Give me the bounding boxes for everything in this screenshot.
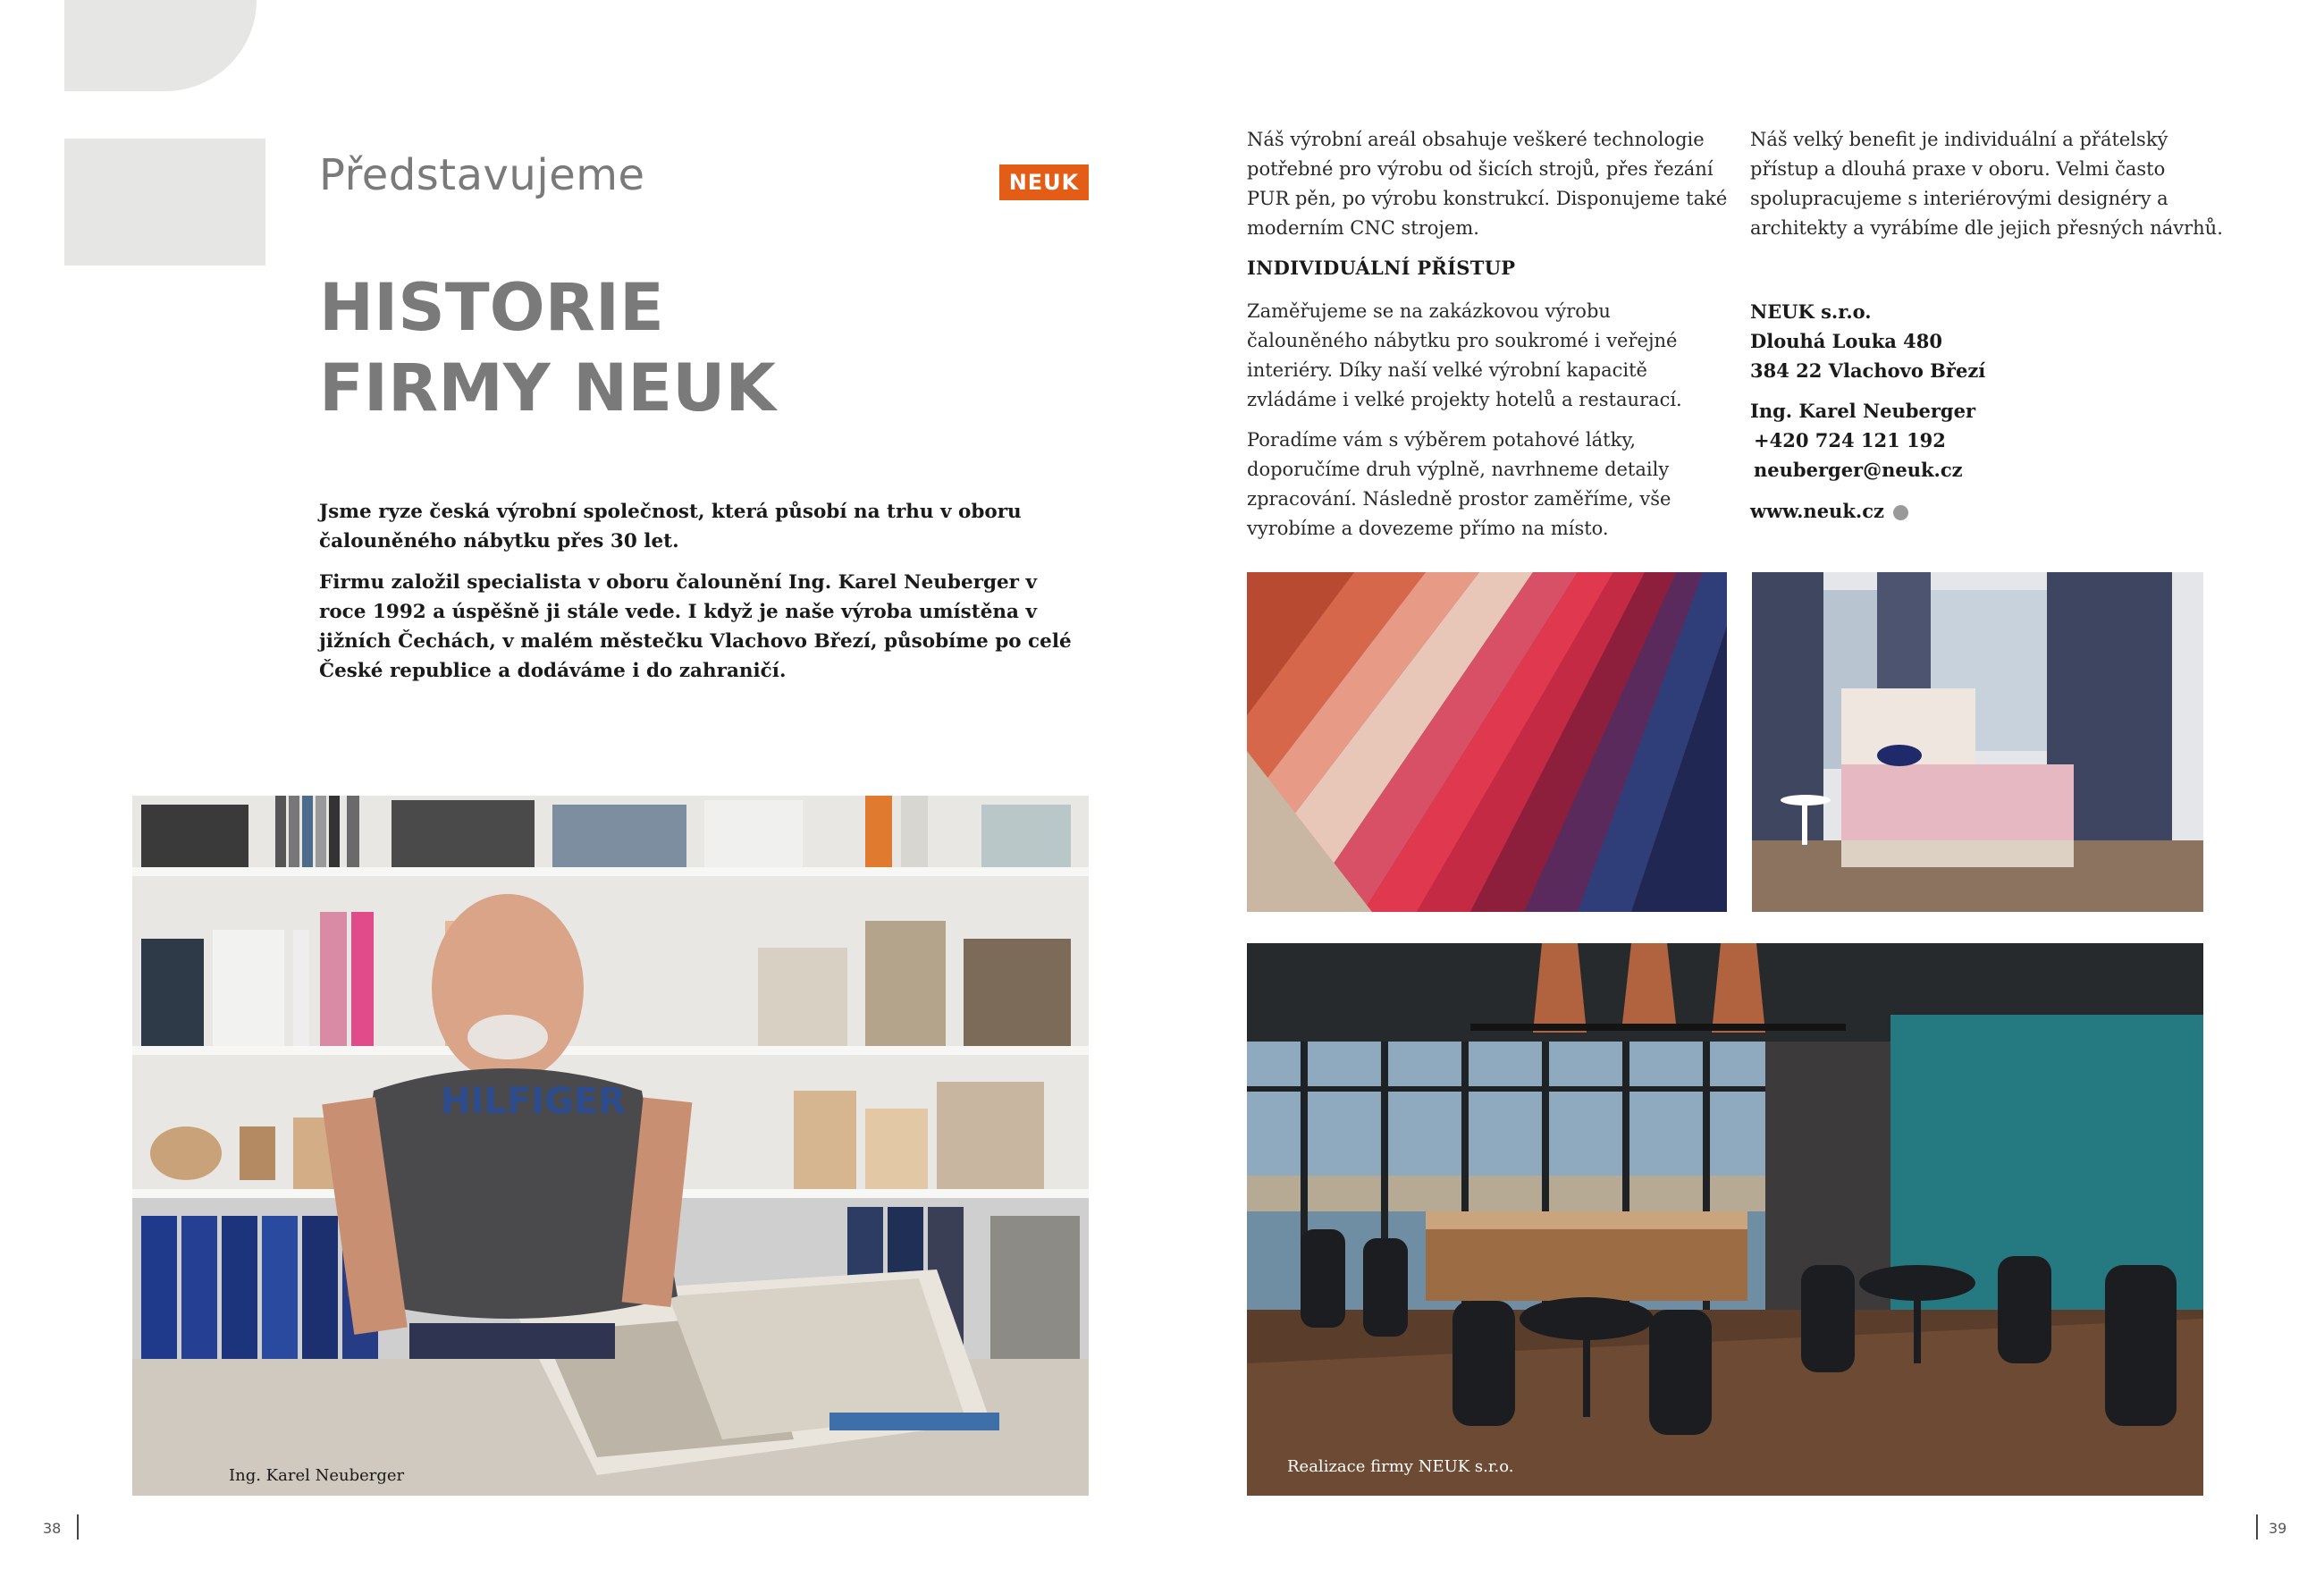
page-number-right: 39 [2269, 1520, 2287, 1537]
restaurant-illustration [1247, 943, 2203, 1496]
contact-block [1750, 297, 1985, 385]
neuk-logo: NEUK [999, 164, 1089, 200]
company-street: Dlouhá Louka 480 [1750, 330, 1942, 352]
page-title [319, 268, 776, 429]
contact-person-block [1750, 396, 1975, 485]
individual-approach-heading: INDIVIDUÁLNÍ PŘÍSTUP [1247, 257, 1516, 279]
fabrics-photo [1247, 572, 1727, 912]
website-line [1750, 496, 1908, 526]
column-3-paragraph-1: Náš výrobní areál obsahuje veškeré technologie potřebné pro výrobu od šicích strojů, přes řezání PUR pěn, po výrobu konstrukcí. Disponujeme také moderním CNC strojem. [1247, 129, 1728, 239]
column-4-paragraph-1: Náš velký benefit je individuální a přátelský přístup a dlouhá praxe v oboru. Velmi často spolupracujeme s interiérovými designéry a architekty a vyrábíme dle jejich přesných návrhů. [1750, 129, 2223, 239]
bedroom-photo [1752, 572, 2203, 912]
company-city: 384 22 Vlachovo Březí [1750, 359, 1986, 382]
restaurant-caption: Realizace firmy NEUK s.r.o. [1287, 1457, 1514, 1476]
decorative-letter-top [64, 0, 257, 91]
intro-paragraph-2: Firmu založil specialista v oboru čalounění Ing. Karel Neuberger v roce 1992 a úspěšně ji stále vede. I když je naše výroba umístěna v jižních Čechách, v malém městečku Vlachovo Březí, působíme po celé České republice a dodáváme i do zahraničí. [319, 571, 1072, 682]
shirt-text: HILFIGER [441, 1081, 627, 1122]
page-number-left: 38 [43, 1520, 62, 1537]
portrait-photo [132, 796, 1089, 1496]
workshop-illustration [132, 796, 1089, 1496]
company-name: NEUK s.r.o. [1750, 300, 1872, 323]
column-3-paragraph-3: Poradíme vám s výběrem potahové látky, doporučíme druh výplně, navrhneme detaily zpracování. Následně prostor zaměříme, vše vyrobíme a dovezeme přímo na místo. [1247, 429, 1671, 539]
intro-paragraph-1: Jsme ryze česká výrobní společnost, která působí na trhu v oboru čalouněného nábytku přes 30 let. [319, 501, 1022, 553]
restaurant-photo [1247, 943, 2203, 1496]
website-link[interactable]: www.neuk.cz [1750, 500, 1884, 522]
fabrics-illustration [1247, 572, 1727, 912]
page-divider-left [77, 1514, 79, 1539]
column-3-paragraph-2: Zaměřujeme se na zakázkovou výrobu čalouněného nábytku pro soukromé i veřejné interiéry. Díky naší velké výrobní kapacitě zvládáme i velké projekty hotelů a restaurací. [1247, 300, 1682, 410]
title-line-2: FIRMY NEUK [319, 350, 776, 426]
contact-phone: +420 724 121 192 [1754, 429, 1946, 451]
decorative-letter-bottom [64, 139, 265, 266]
page-divider-right [2256, 1514, 2258, 1539]
section-label: Představujeme [319, 150, 645, 200]
contact-email[interactable]: neuberger@neuk.cz [1754, 459, 1963, 481]
bedroom-illustration [1752, 572, 2203, 912]
contact-person: Ing. Karel Neuberger [1750, 400, 1976, 422]
bullet-dot-icon [1893, 505, 1908, 520]
portrait-caption: Ing. Karel Neuberger [229, 1466, 405, 1485]
title-line-1: HISTORIE [319, 270, 664, 346]
